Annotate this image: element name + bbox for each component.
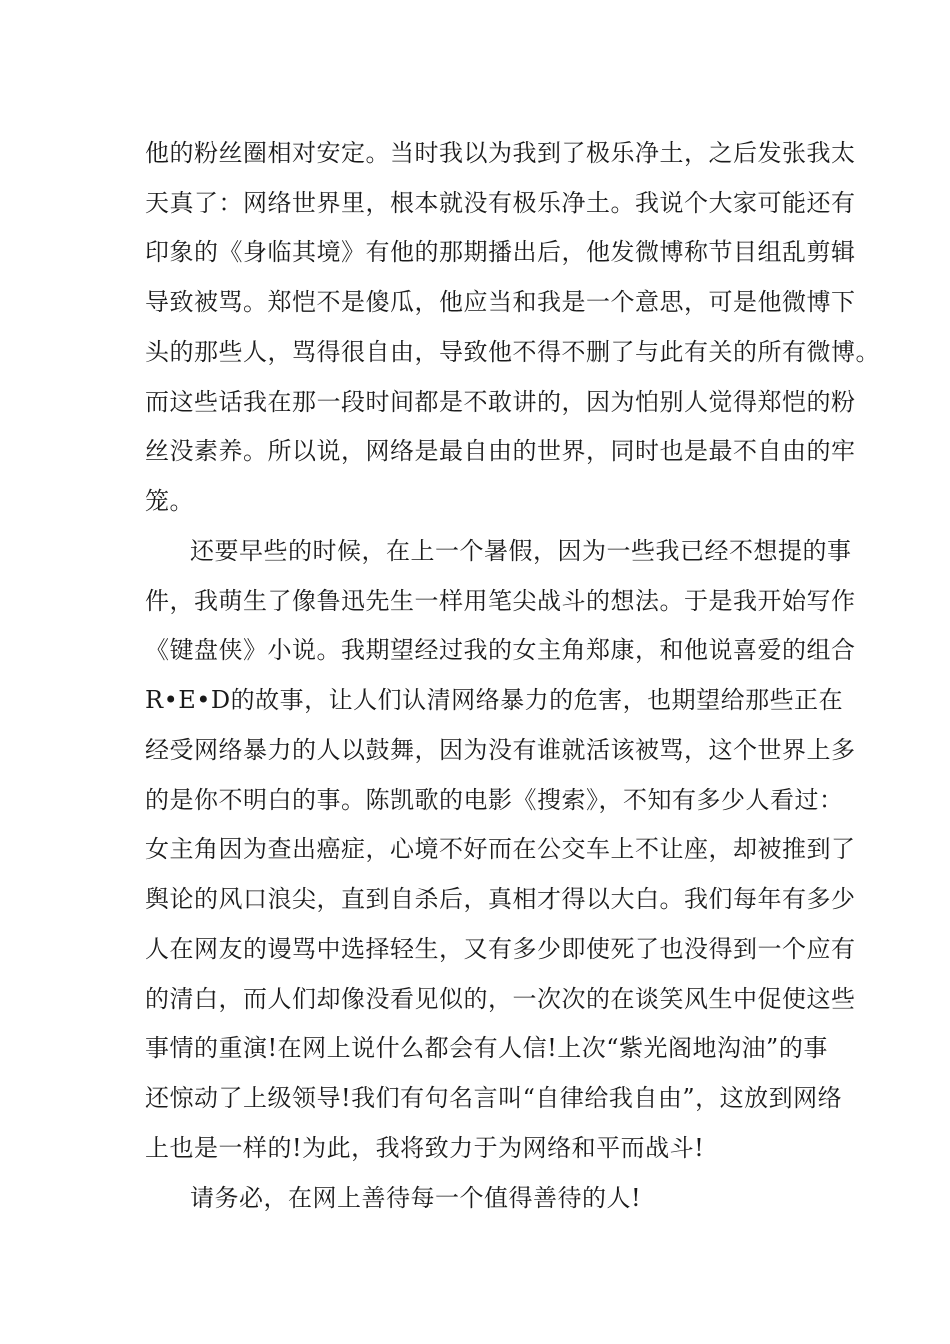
text-line: 而这些话我在那一段时间都是不敢讲的，因为怕别人觉得郑恺的粉	[145, 388, 856, 416]
text-line: 头的那些人，骂得很自由，导致他不得不删了与此有关的所有微博。	[145, 338, 880, 366]
text-line: 《键盘侠》小说。我期望经过我的女主角郑康，和他说喜爱的组合	[145, 636, 856, 664]
text-line: 经受网络暴力的人以鼓舞，因为没有谁就活该被骂，这个世界上多	[145, 736, 856, 764]
text-line: 的是你不明白的事。陈凯歌的电影《搜索》，不知有多少人看过：	[145, 786, 844, 814]
text-line: 请务必，在网上善待每一个值得善待的人!	[190, 1184, 642, 1212]
text-line: 还惊动了上级领导!我们有句名言叫“自律给我自由”，这放到网络	[145, 1084, 843, 1112]
text-line: 的清白，而人们却像没看见似的，一次次的在谈笑风生中促使这些	[145, 985, 856, 1013]
text-line: 上也是一样的!为此，我将致力于为网络和平而战斗!	[145, 1134, 705, 1162]
text-line: 导致被骂。郑恺不是傻瓜，他应当和我是一个意思，可是他微博下	[145, 288, 856, 316]
text-line: 他的粉丝圈相对安定。当时我以为我到了极乐净土，之后发张我太	[145, 139, 856, 167]
text-line: R•E•D的故事，让人们认清网络暴力的危害，也期望给那些正在	[145, 686, 844, 714]
text-line: 印象的《身临其境》有他的那期播出后，他发微博称节目组乱剪辑	[145, 238, 856, 266]
text-line: 事情的重演!在网上说什么都会有人信!上次“紫光阁地沟油”的事	[145, 1034, 828, 1062]
text-line: 人在网友的谩骂中选择轻生，又有多少即使死了也没得到一个应有	[145, 935, 856, 963]
text-line: 件，我萌生了像鲁迅先生一样用笔尖战斗的想法。于是我开始写作	[145, 587, 856, 615]
text-line: 女主角因为查出癌症，心境不好而在公交车上不让座，却被推到了	[145, 835, 856, 863]
text-line: 笼。	[145, 487, 194, 515]
text-line: 还要早些的时候，在上一个暑假，因为一些我已经不想提的事	[190, 537, 852, 565]
text-line: 天真了：网络世界里，根本就没有极乐净土。我说个大家可能还有	[145, 189, 856, 217]
text-line: 舆论的风口浪尖，直到自杀后，真相才得以大白。我们每年有多少	[145, 885, 856, 913]
text-line: 丝没素养。所以说，网络是最自由的世界，同时也是最不自由的牢	[145, 437, 856, 465]
